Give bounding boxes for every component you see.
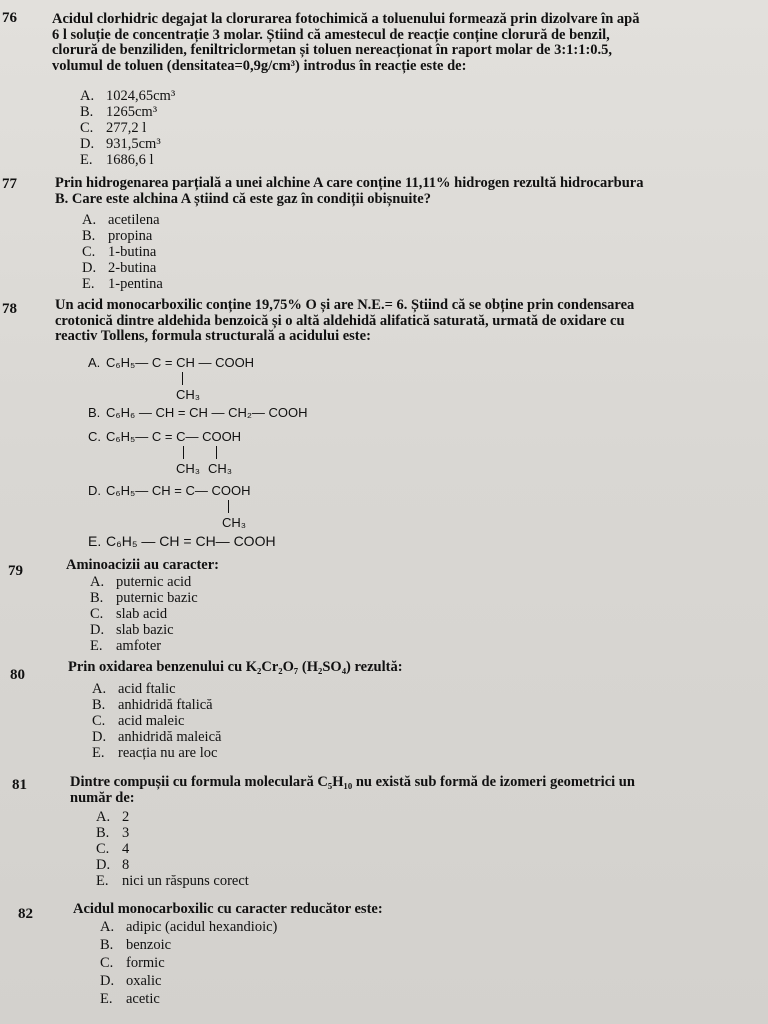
option-letter: B.	[92, 697, 106, 713]
option-text: slab bazic	[116, 622, 174, 638]
question-number: 77	[2, 176, 17, 192]
option-letter: D.	[100, 973, 115, 989]
question-line: reactiv Tollens, formula structurală a acidului este:	[55, 328, 371, 344]
option[interactable]	[100, 973, 277, 989]
option[interactable]	[96, 857, 249, 873]
option-letter: D.	[96, 857, 111, 873]
option-letter: E.	[100, 991, 113, 1007]
option[interactable]	[90, 606, 198, 622]
option-text: 3	[122, 825, 130, 841]
option-text: oxalic	[126, 973, 162, 989]
option-letter: B.	[90, 590, 104, 606]
formula-main-chain: C₆H₅ — CH = CH— COOH	[106, 533, 276, 549]
option[interactable]	[100, 919, 277, 935]
bond-line	[182, 372, 183, 385]
option[interactable]	[92, 713, 221, 729]
bond-line	[228, 500, 229, 513]
formula-option-a[interactable]	[88, 352, 408, 402]
option-letter: B.	[80, 104, 94, 120]
question-text	[70, 775, 762, 806]
question-line: Acidul monocarboxilic cu caracter reducător este:	[73, 901, 383, 917]
option-letter: C.	[100, 955, 114, 971]
formula-main-chain: C₆H₅— C = C— COOH	[106, 429, 242, 444]
option-letter: A.	[100, 919, 115, 935]
option-letter: D.	[80, 136, 95, 152]
option[interactable]	[80, 136, 175, 152]
option-text: 4	[122, 841, 130, 857]
option[interactable]	[82, 276, 163, 292]
option[interactable]	[90, 590, 198, 606]
option-letter: B.	[88, 405, 101, 420]
formula-option-d[interactable]	[88, 480, 408, 530]
question-line: Dintre compușii cu formula moleculară C₅H₁₀ nu există sub formă de izomeri geometrici un	[70, 774, 635, 790]
option[interactable]	[92, 745, 221, 761]
option[interactable]	[80, 152, 175, 168]
option-letter: B.	[82, 228, 96, 244]
option-text: slab acid	[116, 606, 168, 622]
option[interactable]	[90, 622, 198, 638]
option[interactable]	[100, 991, 277, 1007]
option[interactable]	[80, 104, 175, 120]
option[interactable]	[80, 88, 175, 104]
option[interactable]	[96, 825, 249, 841]
formula-option-e[interactable]	[88, 532, 408, 550]
option-letter: D.	[90, 622, 105, 638]
option-letter: A.	[80, 88, 95, 104]
option[interactable]	[80, 120, 175, 136]
option[interactable]	[82, 244, 163, 260]
option[interactable]	[100, 937, 277, 953]
formula-option-b[interactable]	[88, 404, 408, 422]
options-list	[92, 681, 221, 761]
options-list	[96, 809, 249, 889]
option-text: 2	[122, 809, 130, 825]
options-list	[82, 212, 163, 292]
option-letter: A.	[88, 355, 101, 370]
option-letter: E.	[88, 533, 102, 549]
question-text	[73, 902, 763, 918]
question-text	[52, 12, 752, 74]
question-line: B. Care este alchina A știind că este gaz în condiții obișnuite?	[55, 190, 431, 207]
question-text	[68, 660, 758, 676]
question-line: volumul de toluen (densitatea=0,9g/cm³) introdus în reacție este de:	[52, 57, 467, 74]
option-text: nici un răspuns corect	[122, 873, 249, 889]
option-letter: C.	[92, 713, 106, 729]
question-line: 6 l soluție de concentrație 3 molar. Știind că amestecul de reacție conține clorură de benzil,	[52, 26, 610, 43]
option[interactable]	[96, 809, 249, 825]
question-line: crotonică dintre aldehida benzoică și o altă aldehidă alifatică saturată, urmată de oxidare cu	[55, 312, 625, 329]
question-line: Acidul clorhidric degajat la clorurarea fotochimică a toluenului formează prin dizolvare în apă	[52, 11, 640, 27]
option-text: acetic	[126, 991, 160, 1007]
option-text: 931,5cm³	[106, 136, 161, 152]
question-line: Prin oxidarea benzenului cu K₂Cr₂O₇ (H₂SO₄) rezultă:	[68, 659, 403, 675]
option-text: puternic acid	[116, 574, 192, 590]
option[interactable]	[82, 260, 163, 276]
option-text: 277,2 l	[106, 120, 147, 136]
question-text	[55, 176, 755, 207]
option-text: acetilena	[108, 212, 160, 228]
option-text: adipic (acidul hexandioic)	[126, 919, 278, 935]
option-letter: A.	[82, 212, 97, 228]
option-letter: E.	[90, 638, 103, 654]
option-text: 1265cm³	[106, 104, 158, 120]
option-letter: A.	[96, 809, 111, 825]
question-line: Aminoacizii au caracter:	[66, 557, 220, 573]
formula-main-chain: C₆H₅— CH = C— COOH	[106, 483, 251, 498]
option-letter: A.	[92, 681, 107, 697]
option-letter: B.	[100, 937, 114, 953]
question-text	[55, 298, 760, 345]
option-letter: D.	[92, 729, 107, 745]
option-letter: C.	[88, 429, 101, 444]
option[interactable]	[96, 873, 249, 889]
option-letter: C.	[96, 841, 110, 857]
option-text: reacția nu are loc	[118, 745, 218, 761]
option-text: acid ftalic	[118, 681, 176, 697]
option-text: 8	[122, 857, 130, 873]
option-letter: D.	[82, 260, 97, 276]
option[interactable]	[90, 638, 198, 654]
question-number: 80	[10, 667, 25, 683]
option-letter: E.	[80, 152, 93, 168]
option[interactable]	[82, 228, 163, 244]
option-text: 1-butina	[108, 244, 157, 260]
options-list	[90, 574, 198, 654]
formula-substituent: CH₃	[176, 387, 201, 402]
option-text: 1-pentina	[108, 276, 163, 292]
option-text: puternic bazic	[116, 590, 198, 606]
question-number: 82	[18, 906, 33, 922]
question-line: clorură de benziliden, feniltriclormetan și toluen nereacționat în raport molar de 3:1:1:0.5,	[52, 42, 613, 58]
formula-option-c[interactable]	[88, 426, 408, 476]
option[interactable]	[92, 697, 221, 713]
option-letter: B.	[96, 825, 110, 841]
option[interactable]	[100, 955, 277, 971]
bond-line	[216, 446, 217, 459]
option-letter: E.	[82, 276, 95, 292]
option-letter: C.	[80, 120, 94, 136]
question-line: Un acid monocarboxilic conține 19,75% O și are N.E.= 6. Știind că se obține prin condensarea	[55, 297, 635, 313]
option-letter: D.	[88, 483, 101, 498]
option-text: 1024,65cm³	[106, 88, 176, 104]
option-letter: C.	[90, 606, 104, 622]
question-number: 81	[12, 777, 27, 793]
option[interactable]	[96, 841, 249, 857]
question-number: 78	[2, 301, 17, 317]
option-text: 2-butina	[108, 260, 157, 276]
option[interactable]	[92, 729, 221, 745]
formula-main-chain: C₆H₅— C = CH — COOH	[106, 355, 255, 370]
option[interactable]	[92, 681, 221, 697]
option-letter: C.	[82, 244, 96, 260]
option[interactable]	[90, 574, 198, 590]
option-letter: E.	[96, 873, 109, 889]
option-letter: E.	[92, 745, 105, 761]
option-text: amfoter	[116, 638, 162, 654]
question-number: 79	[8, 563, 23, 579]
options-list	[80, 88, 175, 168]
formula-substituent: CH₃	[176, 461, 201, 476]
options-list	[100, 919, 277, 1007]
formula-substituent: CH₃	[222, 515, 247, 530]
option-text: acid maleic	[118, 713, 185, 729]
formula-main-chain: C₆H₆ — CH = CH — CH₂— COOH	[106, 405, 308, 420]
question-line: număr de:	[70, 789, 135, 806]
question-line: Prin hidrogenarea parțială a unei alchine A care conține 11,11% hidrogen rezultă hidrocarbura	[55, 175, 644, 191]
option[interactable]	[82, 212, 163, 228]
option-letter: A.	[90, 574, 105, 590]
question-text	[66, 558, 756, 574]
option-text: formic	[126, 955, 165, 971]
option-text: benzoic	[126, 937, 172, 953]
option-text: 1686,6 l	[106, 152, 154, 168]
option-text: anhidridă ftalică	[118, 697, 213, 713]
option-text: propina	[108, 228, 153, 244]
option-text: anhidridă maleică	[118, 729, 222, 745]
formula-substituent: CH₃	[208, 461, 233, 476]
question-number: 76	[2, 10, 17, 26]
bond-line	[183, 446, 184, 459]
